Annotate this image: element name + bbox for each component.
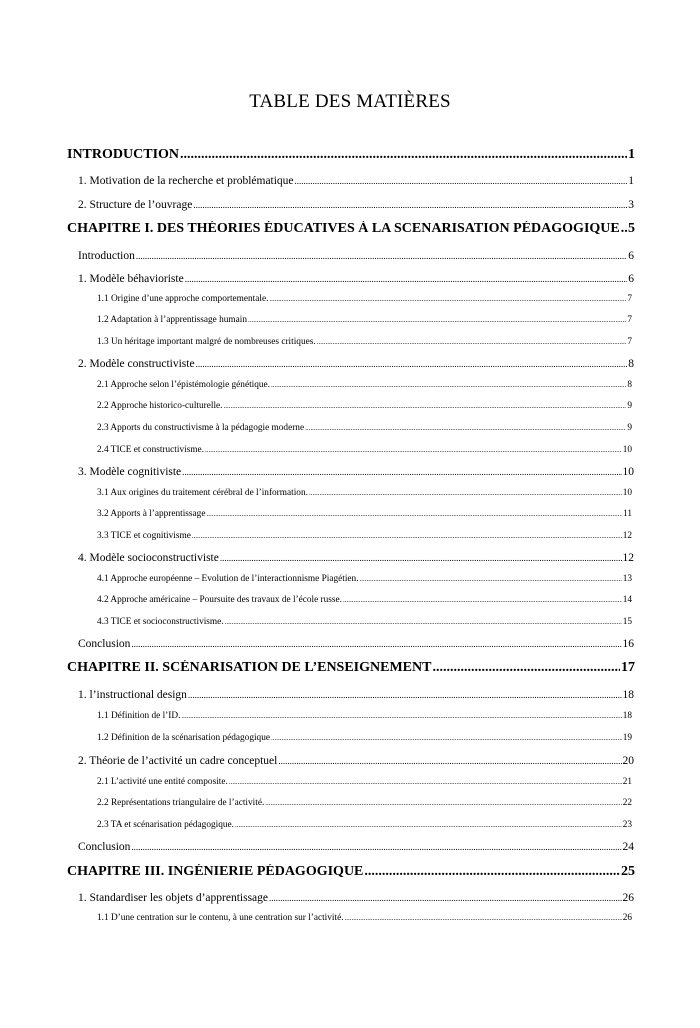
toc-entry-title: 2. Structure de l’ouvrage: [78, 199, 193, 211]
dot-leader: [295, 176, 628, 186]
toc-subsection[interactable]: [97, 531, 632, 541]
dot-leader: [248, 316, 626, 324]
dot-leader: [621, 221, 627, 237]
toc-page-number: 1: [628, 147, 635, 162]
toc-page-number: 10: [622, 488, 632, 498]
toc-entry-title: 1.1 Définition de l’ID.: [97, 711, 181, 721]
toc-page-number: 9: [627, 423, 632, 433]
toc-entry-title: 2.2 Représentations triangulaire de l’activité.: [97, 798, 265, 808]
toc-entry-title: 1.2 Définition de la scénarisation pédagogique: [97, 733, 270, 743]
dot-leader: [131, 842, 621, 852]
toc-subsection[interactable]: [97, 711, 632, 721]
toc-section[interactable]: [78, 638, 634, 650]
dot-leader: [180, 147, 627, 163]
toc-subsection[interactable]: [97, 337, 632, 347]
toc-subsection[interactable]: [97, 913, 632, 923]
dot-leader: [220, 553, 622, 563]
dot-leader: [192, 532, 622, 540]
dot-leader: [223, 402, 626, 410]
toc-chapter[interactable]: [67, 864, 635, 880]
toc-subsection[interactable]: [97, 294, 632, 304]
toc-page-number: 24: [622, 841, 634, 853]
toc-entry-title: 4. Modèle socioconstructiviste: [78, 552, 219, 564]
toc-entry-title: Introduction: [78, 250, 135, 262]
page-title: TABLE DES MATIÈRES: [249, 91, 451, 112]
toc-entry-title: 2.4 TICE et constructivisme.: [97, 445, 204, 455]
toc-subsection[interactable]: [97, 733, 632, 743]
dot-leader: [188, 690, 622, 700]
toc-section[interactable]: [78, 199, 634, 211]
toc-subsection[interactable]: [97, 574, 632, 584]
toc-section[interactable]: [78, 466, 634, 478]
toc-subsection[interactable]: [97, 509, 632, 519]
dot-leader: [185, 274, 628, 284]
toc-page-number: 15: [622, 617, 632, 627]
toc-page-number: 7: [627, 315, 632, 325]
dot-leader: [432, 660, 620, 676]
toc-page-number: 19: [622, 733, 632, 743]
toc-page-number: 10: [622, 466, 634, 478]
dot-leader: [345, 914, 622, 922]
toc-section[interactable]: [78, 755, 634, 767]
toc-subsection[interactable]: [97, 617, 632, 627]
toc-page-number: 18: [622, 689, 634, 701]
dot-leader: [278, 756, 621, 766]
toc-page-number: 9: [627, 401, 632, 411]
toc-entry-title: CHAPITRE I. DES THÉORIES ÉDUCATIVES À LA SCENARISATION PÉDAGOGIQUE: [67, 221, 620, 236]
toc-entry-title: 3.2 Apports à l’apprentissage: [97, 509, 206, 519]
toc-entry-title: 3.3 TICE et cognitivisme: [97, 531, 191, 541]
toc-chapter[interactable]: [67, 221, 635, 237]
toc-entry-title: 2. Théorie de l’activité un cadre conceptuel: [78, 755, 278, 767]
dot-leader: [196, 359, 628, 369]
dot-leader: [271, 381, 626, 389]
toc-entry-title: 1.1 Origine d’une approche comportementale.: [97, 294, 269, 304]
toc-entry-title: 4.2 Approche américaine – Poursuite des travaux de l’école russe.: [97, 595, 342, 605]
toc-subsection[interactable]: [97, 401, 632, 411]
dot-leader: [193, 200, 627, 210]
dot-leader: [317, 338, 627, 346]
toc-entry-title: 2.1 L’activité une entité composite.: [97, 777, 228, 787]
dot-leader: [265, 799, 621, 807]
dot-leader: [235, 821, 622, 829]
toc-entry-title: 1.3 Un héritage important malgré de nombreuses critiques.: [97, 337, 316, 347]
toc-page-number: 6: [628, 273, 634, 285]
dot-leader: [269, 893, 621, 903]
toc-page-number: 3: [628, 199, 634, 211]
toc-entry-title: 2.2 Approche historico-culturelle.: [97, 401, 223, 411]
dot-leader: [343, 596, 622, 604]
toc-page-number: 8: [627, 380, 632, 390]
toc-page-number: 14: [622, 595, 632, 605]
toc-subsection[interactable]: [97, 315, 632, 325]
dot-leader: [225, 618, 622, 626]
toc-page-number: 13: [622, 574, 632, 584]
dot-leader: [181, 712, 621, 720]
toc-entry-title: 2.1 Approche selon l’épistémologie génétique.: [97, 380, 270, 390]
dot-leader: [269, 295, 626, 303]
toc-section[interactable]: [78, 892, 634, 904]
toc-page-number: 7: [627, 337, 632, 347]
toc-entry-title: 2. Modèle constructiviste: [78, 358, 195, 370]
toc-page-number: 17: [621, 660, 635, 675]
toc-page-number: 25: [621, 864, 635, 879]
toc-entry-title: 1.1 D’une centration sur le contenu, à une centration sur l’activité.: [97, 913, 344, 923]
dot-leader: [131, 639, 621, 649]
toc-entry-title: 1. Standardiser les objets d’apprentissage: [78, 892, 269, 904]
toc-section[interactable]: [78, 273, 634, 285]
toc-page-number: 22: [622, 798, 632, 808]
toc-page-number: 20: [622, 755, 634, 767]
toc-page-number: 18: [622, 711, 632, 721]
toc-page-number: 26: [622, 913, 632, 923]
toc-page-number: 8: [628, 358, 634, 370]
toc-section[interactable]: [78, 358, 634, 370]
toc-entry-title: 1. l’instructional design: [78, 689, 187, 701]
toc-section[interactable]: [78, 250, 634, 262]
toc-entry-title: 3.1 Aux origines du traitement cérébral de l’information.: [97, 488, 308, 498]
dot-leader: [309, 489, 622, 497]
toc-section[interactable]: [78, 689, 634, 701]
toc-page-number: 12: [622, 552, 634, 564]
toc-subsection[interactable]: [97, 798, 632, 808]
toc-entry-title: CHAPITRE II. SCÉNARISATION DE L’ENSEIGNEMENT: [67, 660, 432, 675]
toc-entry-title: 3. Modèle cognitiviste: [78, 466, 182, 478]
dot-leader: [305, 424, 626, 432]
toc-page-number: 7: [627, 294, 632, 304]
toc-chapter[interactable]: [67, 660, 635, 676]
toc-page-number: 16: [622, 638, 634, 650]
toc-entry-title: CHAPITRE III. INGÉNIERIE PÉDAGOGIQUE: [67, 864, 364, 879]
toc-entry-title: 1. Motivation de la recherche et problématique: [78, 175, 294, 187]
toc-page-number: 11: [623, 509, 632, 519]
toc-chapter[interactable]: [67, 147, 635, 163]
dot-leader: [364, 864, 620, 880]
toc-page-number: 1: [628, 175, 634, 187]
toc-page-number: 23: [622, 820, 632, 830]
dot-leader: [182, 467, 621, 477]
toc-page-number: 5: [628, 221, 635, 236]
toc-subsection[interactable]: [97, 445, 632, 455]
toc-page-number: 26: [622, 892, 634, 904]
toc-subsection[interactable]: [97, 820, 632, 830]
toc-page-number: 12: [622, 531, 632, 541]
dot-leader: [206, 510, 622, 518]
toc-entry-title: 1. Modèle béhavioriste: [78, 273, 184, 285]
toc-entry-title: 2.3 TA et scénarisation pédagogique.: [97, 820, 234, 830]
toc-section[interactable]: [78, 841, 634, 853]
toc-subsection[interactable]: [97, 595, 632, 605]
dot-leader: [360, 575, 622, 583]
dot-leader: [136, 251, 627, 261]
toc-entry-title: 1.2 Adaptation à l’apprentissage humain: [97, 315, 248, 325]
toc-page-number: 10: [622, 445, 632, 455]
toc-entry-title: 2.3 Apports du constructivisme à la pédagogie moderne: [97, 423, 305, 433]
dot-leader: [271, 734, 622, 742]
toc-entry-title: INTRODUCTION: [67, 147, 180, 162]
toc-subsection[interactable]: [97, 380, 632, 390]
toc-subsection[interactable]: [97, 423, 632, 433]
toc-section[interactable]: [78, 552, 634, 564]
toc-page-number: 6: [628, 250, 634, 262]
toc-section[interactable]: [78, 175, 634, 187]
toc-subsection[interactable]: [97, 488, 632, 498]
toc-entry-title: 4.1 Approche européenne – Évolution de l’interactionnisme Piagétien.: [97, 574, 359, 584]
toc-entry-title: 4.3 TICE et socioconstructivisme.: [97, 617, 224, 627]
toc-page-number: 21: [622, 777, 632, 787]
toc-entry-title: Conclusion: [78, 638, 131, 650]
dot-leader: [229, 778, 622, 786]
toc-subsection[interactable]: [97, 777, 632, 787]
dot-leader: [205, 446, 622, 454]
toc-entry-title: Conclusion: [78, 841, 131, 853]
